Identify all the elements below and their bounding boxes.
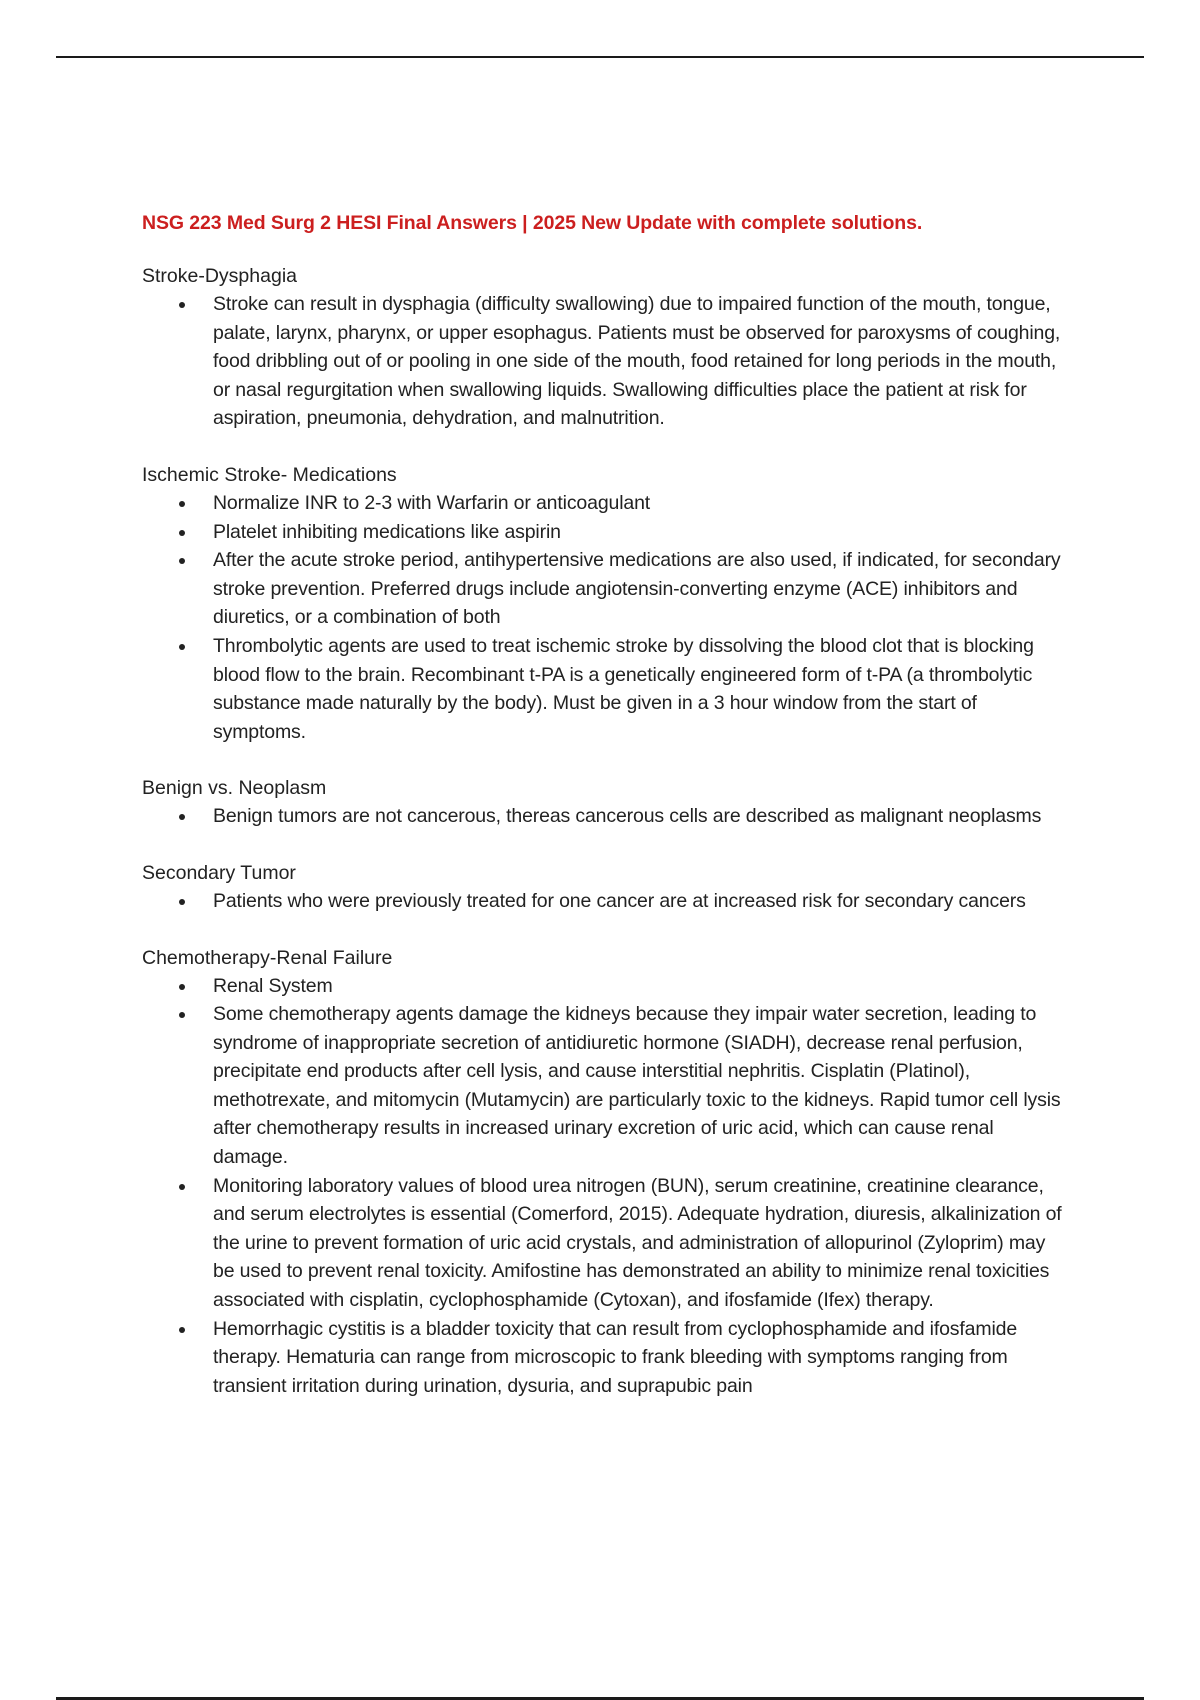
bullet-list <box>142 887 1062 916</box>
list-item <box>142 1172 1062 1315</box>
list-item <box>142 489 1062 518</box>
bullet-list <box>142 489 1062 746</box>
bullet-list <box>142 802 1062 831</box>
section-ischemic-stroke-medications <box>142 461 1062 746</box>
list-item-text: Patients who were previously treated for one cancer are at increased risk for secondary cancers <box>213 889 1026 912</box>
list-item-text: Monitoring laboratory values of blood urea nitrogen (BUN), serum creatinine, creatinine clearance, and serum electrolytes is essential (Comerford, 2015). Adequate hydration, diuresis, alkalinization of the urine to prevent formation of uric acid crystals, and administration of allopurinol (Zyloprim) may be used to prevent renal toxicity. Amifostine has demonstrated an ability to minimize renal toxicities associated with cisplatin, cyclophosphamide (Cytoxan), and ifosfamide (Ifex) therapy. <box>213 1174 1062 1312</box>
bullet-icon <box>179 1327 185 1333</box>
section-heading: Stroke-Dysphagia <box>142 265 297 287</box>
list-item <box>142 632 1062 746</box>
bullet-icon <box>179 1184 185 1190</box>
list-item-text: Some chemotherapy agents damage the kidneys because they impair water secretion, leading to syndrome of inappropriate secretion of antidiuretic hormone (SIADH), decrease renal perfusion, precipitate end products after cell lysis, and cause interstitial nephritis. Cisplatin (Platinol), methotrexate, and mitomycin (Mutamycin) are particularly toxic to the kidneys. Rapid tumor cell lysis after chemotherapy results in increased urinary excretion of uric acid, which can cause renal damage. <box>213 1003 1061 1169</box>
bullet-icon <box>179 984 185 990</box>
list-item-text: Normalize INR to 2-3 with Warfarin or anticoagulant <box>213 491 651 514</box>
list-item <box>142 972 1062 1001</box>
list-item <box>142 546 1062 632</box>
list-item-text: Renal System <box>213 974 333 997</box>
list-item <box>142 290 1062 433</box>
bullet-icon <box>179 530 185 536</box>
bullet-icon <box>179 501 185 507</box>
list-item <box>142 887 1062 916</box>
list-item-text: Hemorrhagic cystitis is a bladder toxicity that can result from cyclophosphamide and ifosfamide therapy. Hematuria can range from microscopic to frank bleeding with symptoms ranging from transient irritation during urination, dysuria, and suprapubic pain <box>213 1317 1018 1397</box>
bullet-icon <box>179 899 185 905</box>
document-title: NSG 223 Med Surg 2 HESI Final Answers | 2025 New Update with complete solutions. <box>142 212 923 234</box>
list-item-text: Platelet inhibiting medications like aspirin <box>213 520 561 543</box>
bullet-list <box>142 972 1062 1401</box>
list-item <box>142 802 1062 831</box>
list-item-text: After the acute stroke period, antihypertensive medications are also used, if indicated, for secondary stroke prevention. Preferred drugs include angiotensin-converting enzyme (ACE) inhibitors and diuretics, or a combination of both <box>213 549 1061 629</box>
section-heading: Chemotherapy-Renal Failure <box>142 946 393 969</box>
bullet-icon <box>179 814 185 820</box>
list-item-text: Thrombolytic agents are used to treat ischemic stroke by dissolving the blood clot that is blocking blood flow to the brain. Recombinant t-PA is a genetically engineered form of t-PA (a thrombolytic substance made naturally by the body). Must be given in a 3 hour window from the start of symptoms. <box>213 634 1034 743</box>
bullet-icon <box>179 1012 185 1018</box>
bullet-list <box>142 290 1062 433</box>
top-rule <box>56 56 1144 58</box>
section-benign-vs-neoplasm <box>142 774 1062 831</box>
bullet-icon <box>179 558 185 564</box>
section-heading: Secondary Tumor <box>142 861 296 884</box>
section-heading: Ischemic Stroke- Medications <box>142 463 397 486</box>
bullet-icon <box>179 644 185 650</box>
list-item-text: Benign tumors are not cancerous, thereas cancerous cells are described as malignant neoplasms <box>213 805 1042 828</box>
list-item <box>142 1315 1062 1401</box>
section-stroke-dysphagia <box>142 262 1062 433</box>
list-item <box>142 518 1062 547</box>
section-secondary-tumor <box>142 859 1062 916</box>
section-heading: Benign vs. Neoplasm <box>142 777 327 800</box>
bullet-icon <box>179 302 185 308</box>
list-item-text: Stroke can result in dysphagia (difficulty swallowing) due to impaired function of the mouth, tongue, palate, larynx, pharynx, or upper esophagus. Patients must be observed for paroxysms of coughing, food dribbling out of or pooling in one side of the mouth, food retained for long periods in the mouth, or nasal regurgitation when swallowing liquids. Swallowing difficulties place the patient at risk for aspiration, pneumonia, dehydration, and malnutrition. <box>213 293 1061 430</box>
section-chemotherapy-renal-failure <box>142 944 1062 1401</box>
list-item <box>142 1000 1062 1172</box>
document-body <box>142 210 1062 1428</box>
